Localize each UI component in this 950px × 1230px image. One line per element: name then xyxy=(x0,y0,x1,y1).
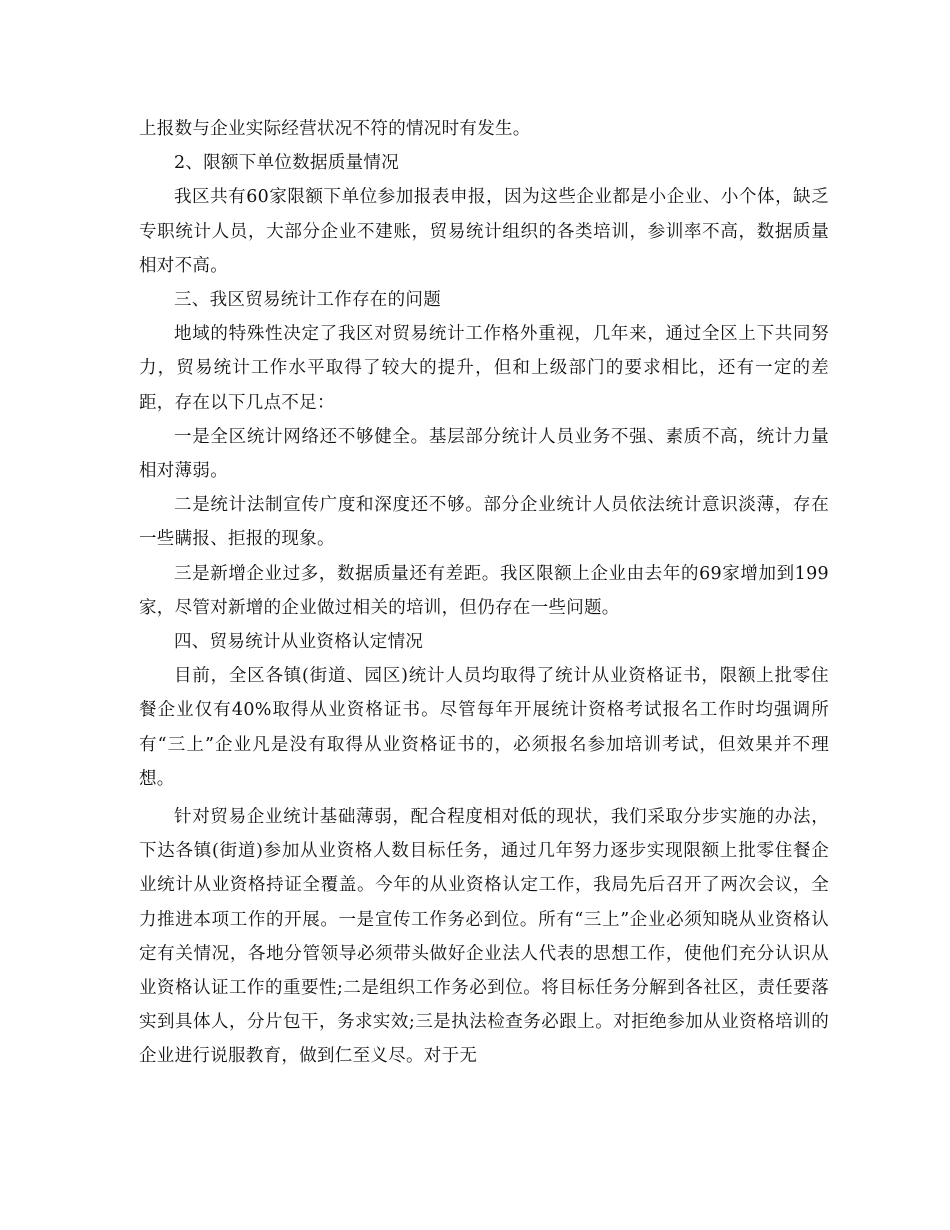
paragraph-qualification-status: 目前，全区各镇(街道、园区)统计人员均取得了统计从业资格证书，限额上批零住餐企业仅有40%取得从业资格证书。尽管每年开展统计资格考试报名工作时均强调所有“三上”企业凡是没有取得从业资格证书的，必须报名参加培训考试，但效果并不理想。 xyxy=(139,666,829,789)
paragraph-continuation: 上报数与企业实际经营状况不符的情况时有发生。 xyxy=(139,119,531,139)
heading-section-3: 三、我区贸易统计工作存在的问题 xyxy=(174,290,441,311)
paragraph-problem-3: 三是新增企业过多，数据质量还有差距。我区限额上企业由去年的69家增加到199家，尽管对新增的企业做过相关的培训，但仍存在一些问题。 xyxy=(139,563,829,618)
paragraph-below-quota-units: 我区共有60家限额下单位参加报表申报，因为这些企业都是小企业、小个体，缺乏专职统计人员，大部分企业不建账，贸易统计组织的各类培训，参训率不高，数据质量相对不高。 xyxy=(139,187,829,276)
paragraph-qualification-measures: 针对贸易企业统计基础薄弱，配合程度相对低的现状，我们采取分步实施的办法，下达各镇(街道)参加从业资格人数目标任务，通过几年努力逐步实现限额上批零住餐企业统计从业资格持证全覆盖。今年的从业资格认定工作，我局先后召开了两次会议，全力推进本项工作的开展。一是宣传工作务必到位。所有“三上”企业必须知晓从业资格认定有关情况，各地分管领导必须带头做好企业法人代表的思想工作，使他们充分认识从业资格认证工作的重要性;二是组织工作务必到位。将目标任务分解到各社区，责任要落实到具体人，分片包干，务求实效;三是执法检查务必跟上。对拒绝参加从业资格培训的企业进行说服教育，做到仁至义尽。对于无 xyxy=(139,807,829,1067)
paragraph-problems-intro: 地域的特殊性决定了我区对贸易统计工作格外重视，几年来，通过全区上下共同努力，贸易统计工作水平取得了较大的提升，但和上级部门的要求相比，还有一定的差距，存在以下几点不足： xyxy=(139,324,829,413)
heading-subsection-2: 2、限额下单位数据质量情况 xyxy=(174,153,400,174)
paragraph-problem-2: 二是统计法制宣传广度和深度还不够。部分企业统计人员依法统计意识淡薄，存在一些瞒报、拒报的现象。 xyxy=(139,495,829,550)
paragraph-problem-1: 一是全区统计网络还不够健全。基层部分统计人员业务不强、素质不高，统计力量相对薄弱。 xyxy=(139,426,829,482)
document-body xyxy=(139,112,829,1074)
heading-section-4: 四、贸易统计从业资格认定情况 xyxy=(174,632,424,653)
